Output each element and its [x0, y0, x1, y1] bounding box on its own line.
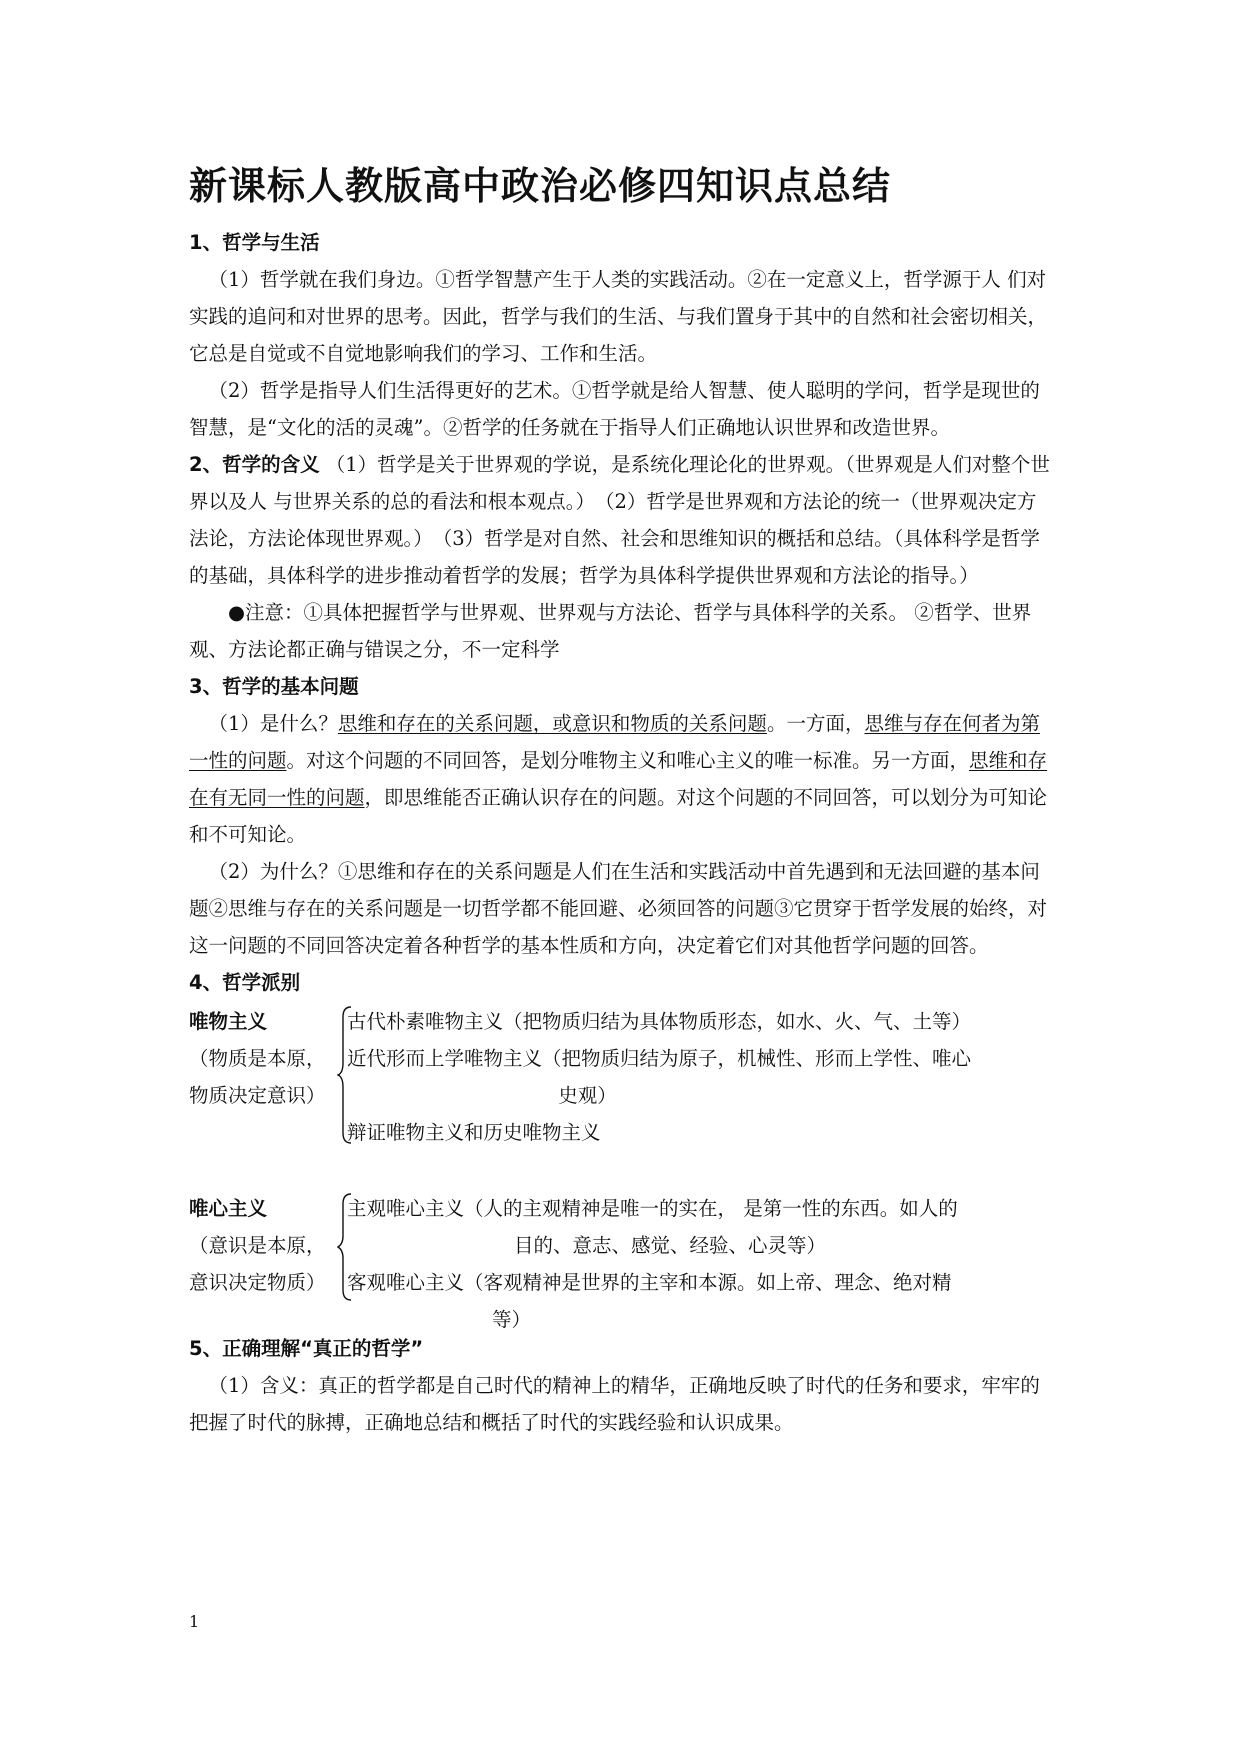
section-1-paragraph-2: （2）哲学是指导人们生活得更好的艺术。①哲学就是给人智慧、使人聪明的学问，哲学是现世的智慧，是“文化的活的灵魂”。②哲学的任务就在于指导人们正确地认识世界和改造世界。	[189, 379, 1040, 439]
list-item: 客观唯心主义（客观精神是世界的主宰和本源。如上帝、理念、绝对精	[347, 1271, 952, 1294]
materialism-note-2: 物质决定意识）	[189, 1084, 326, 1107]
list-item: 主观唯心主义（人的主观精神是唯一的实在， 是第一性的东西。如人的	[347, 1197, 958, 1220]
section-2-body: （1）哲学是关于世界观的学说，是系统化理论化的世界观。（世界观是人们对整个世界以及人 与世界关系的总的看法和根本观点。） （2）哲学是世界观和方法论的统一（世界观决定方法论，方法论体现世界观。） （3）哲学是对自然、社会和思维知识的概括和总结。（具体科学是哲学的基础，具体科学的进步推动着哲学的发展；哲学为具体科学提供世界观和方法论的指导。）	[189, 453, 1050, 587]
materialism-name: 唯物主义	[189, 1010, 268, 1033]
text-span: （1）是什么？	[208, 712, 338, 735]
list-item: 古代朴素唯物主义（把物质归结为具体物质形态，如水、火、气、土等）	[347, 1010, 972, 1033]
section-3-paragraph-1	[189, 705, 1053, 853]
section-1-paragraph-1: （1）哲学就在我们身边。①哲学智慧产生于人类的实践活动。②在一定意义上，哲学源于人 们对实践的追问和对世界的思考。因此，哲学与我们的生活、与我们置身于其中的自然和社会密切相关，它总是自觉或不自觉地影响我们的学习、工作和生活。	[189, 268, 1048, 365]
materialism-block	[189, 1003, 1053, 1148]
idealism-note-1: （意识是本原，	[189, 1234, 326, 1257]
section-2-note: ●注意：①具体把握哲学与世界观、世界观与方法论、哲学与具体科学的关系。 ②哲学、世界观、方法论都正确与错误之分，不一定科学	[189, 601, 1032, 661]
text-span: 。一方面，	[766, 712, 865, 735]
underlined-text: 思维与存在何者为第一性的问题	[189, 712, 1040, 772]
underlined-text: 思维和存在有无同一性的问题	[189, 749, 1048, 809]
idealism-note-2: 意识决定物质）	[189, 1271, 326, 1294]
list-item: 辩证唯物主义和历史唯物主义	[347, 1121, 601, 1144]
idealism-label	[189, 1190, 339, 1301]
page-number: 1	[189, 1612, 200, 1631]
list-item: 目的、意志、感觉、经验、心灵等）	[513, 1234, 826, 1257]
materialism-label	[189, 1003, 339, 1114]
underlined-text: 思维和存在的关系问题，或意识和物质的关系问题	[337, 712, 767, 735]
list-item: 近代形而上学唯物主义（把物质归结为原子，机械性、形而上学性、唯心	[347, 1047, 972, 1070]
idealism-items	[347, 1190, 1053, 1338]
text-span: ，即思维能否正确认识存在的问题。对这个问题的不同回答，可以划分为可知论和不可知论。	[189, 786, 1048, 846]
section-2-heading: 2、哲学的含义	[189, 453, 320, 476]
materialism-items	[347, 1003, 1053, 1151]
idealism-block	[189, 1190, 1053, 1330]
section-4-heading: 4、哲学派别	[189, 971, 301, 994]
section-3-paragraph-2: （2）为什么？①思维和存在的关系问题是人们在生活和实践活动中首先遇到和无法回避的基本问题②思维与存在的关系问题是一切哲学都不能回避、必须回答的问题③它贯穿于哲学发展的始终，对这一问题的不同回答决定着各种哲学的基本性质和方向，决定着它们对其他哲学问题的回答。	[189, 860, 1048, 957]
section-5-heading: 5、正确理解“真正的哲学”	[189, 1337, 424, 1360]
idealism-name: 唯心主义	[189, 1197, 268, 1220]
section-2-paragraph	[189, 446, 1053, 594]
text-span: 。对这个问题的不同回答，是划分唯物主义和唯心主义的唯一标准。另一方面，	[286, 749, 970, 772]
list-item: 史观）	[558, 1084, 617, 1107]
section-1-heading: 1、哲学与生活	[189, 231, 320, 254]
section-5-paragraph-1: （1）含义：真正的哲学都是自己时代的精神上的精华，正确地反映了时代的任务和要求，牢牢的把握了时代的脉搏，正确地总结和概括了时代的实践经验和认识成果。	[189, 1374, 1040, 1434]
materialism-note-1: （物质是本原，	[189, 1047, 326, 1070]
section-3-heading: 3、哲学的基本问题	[189, 675, 359, 698]
list-item: 等）	[492, 1308, 532, 1331]
document-page	[189, 158, 1053, 1441]
document-title: 新课标人教版高中政治必修四知识点总结	[189, 164, 892, 208]
